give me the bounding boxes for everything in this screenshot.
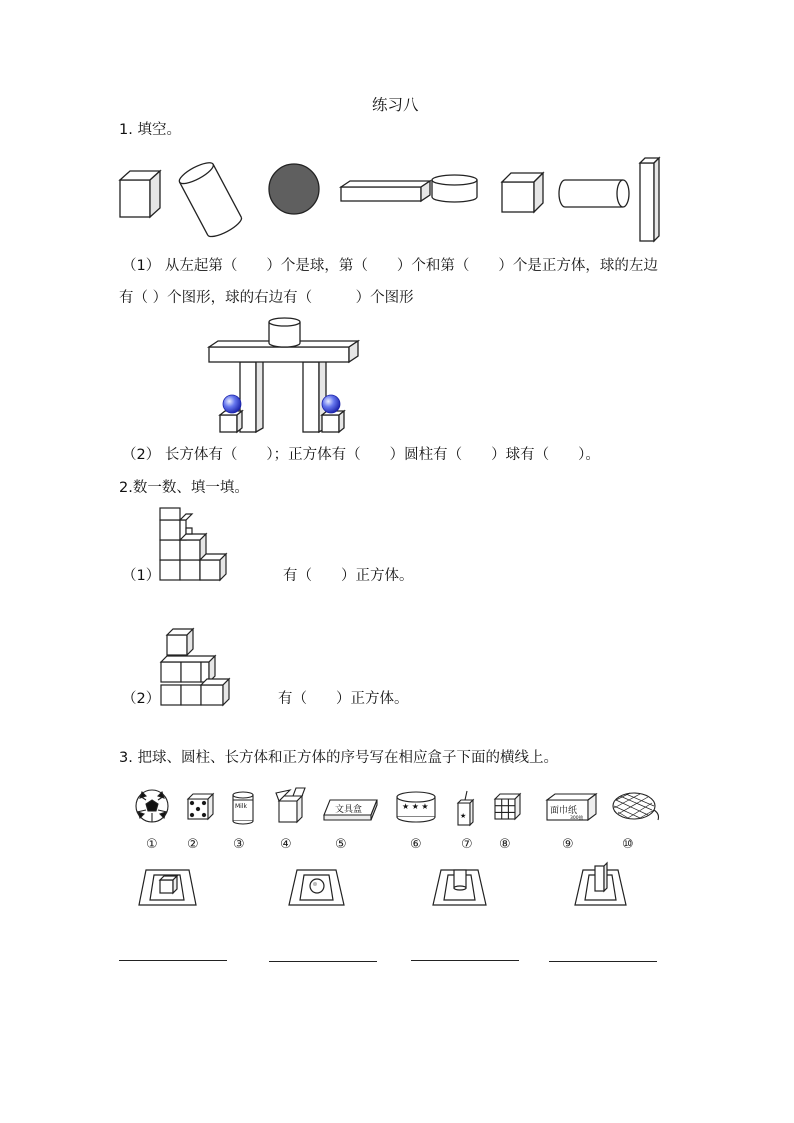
svg-text:★ ★ ★: ★ ★ ★ [402,802,429,811]
object-number-2: ② [187,837,199,852]
q2-heading: 2.数一数、填一填。 [119,480,249,496]
object-number-9: ⑨ [562,837,574,852]
object-number-10: ⑩ [622,837,634,852]
q1-sub1-line2: 有（ ）个图形，球的右边有（ ）个图形 [119,290,414,306]
q3-heading: 3. 把球、圆柱、长方体和正方体的序号写在相应盒子下面的横线上。 [119,750,558,766]
box-cube [139,870,196,905]
box-cylinder [433,870,486,905]
tissue-box-label: 面巾纸 [550,806,578,816]
milk-label: Milk [235,803,247,810]
q2-item1-label: （1） [122,568,161,584]
object-number-4: ④ [280,837,292,852]
box-cuboid [575,863,626,905]
object-number-8: ⑧ [499,837,511,852]
q1-heading: 1. 填空。 [119,122,181,138]
object-number-3: ③ [233,837,245,852]
answer-line-sphere[interactable] [269,961,377,962]
svg-text:★: ★ [460,812,467,820]
page-title: 练习八 [372,96,419,114]
answer-line-cuboid[interactable] [549,961,657,962]
q1-sub1-line1: （1） 从左起第（ ）个是球，第（ ）个和第（ ）个是正方体，球的左边 [122,258,658,274]
object-number-5: ⑤ [335,837,347,852]
answer-line-cube[interactable] [119,960,227,961]
object-number-7: ⑦ [461,837,473,852]
tissue-count-label: 300抽 [570,816,584,821]
q2-item2-label: （2） [122,691,161,707]
answer-line-cylinder[interactable] [411,960,519,961]
q2-item2-text: 有（ ）正方体。 [278,691,409,707]
q1-sub2: （2） 长方体有（ ）；正方体有（ ）圆柱有（ ）球有（ ）。 [122,447,600,463]
box-sphere [289,870,344,905]
object-number-6: ⑥ [410,837,422,852]
object-number-1: ① [146,837,158,852]
q2-item1-text: 有（ ）正方体。 [283,568,414,584]
pencil-box-label: 文具盒 [335,805,363,815]
